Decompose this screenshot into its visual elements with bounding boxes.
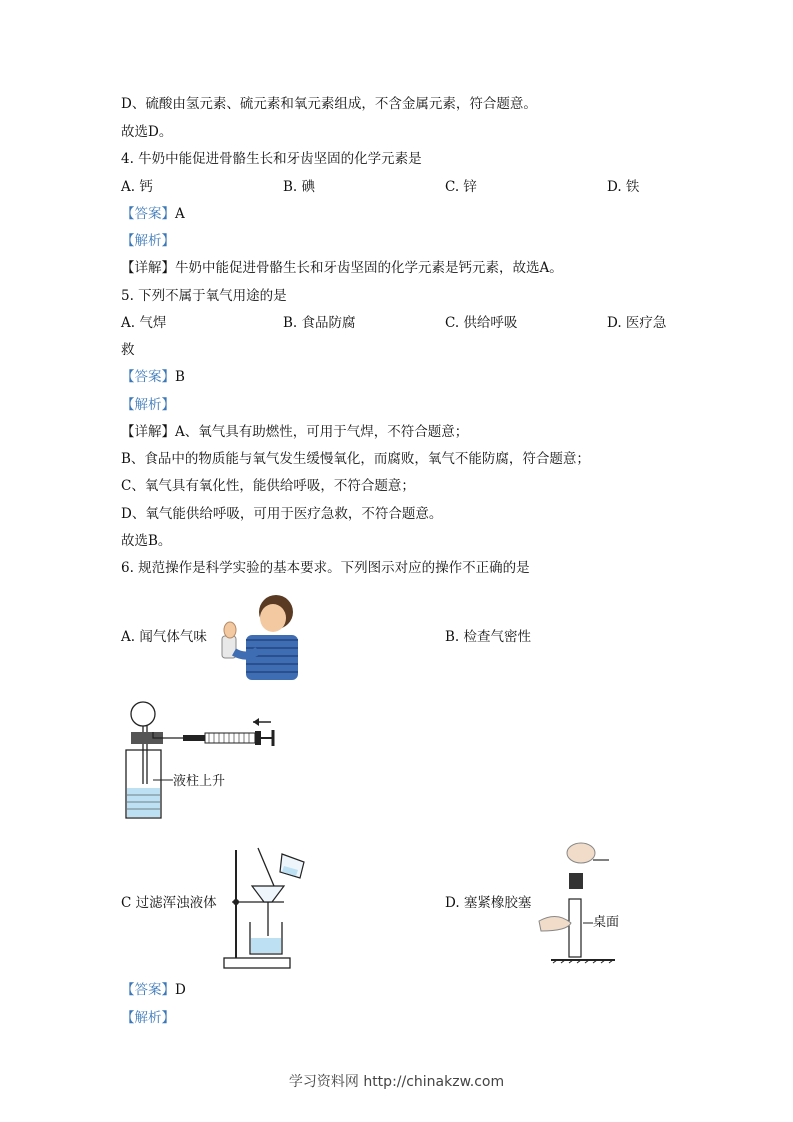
analysis-tag: 【解析】 bbox=[121, 397, 175, 413]
q4-option-a: A. 钙 bbox=[121, 179, 153, 195]
q5-option-c: C. 供给呼吸 bbox=[445, 315, 518, 331]
q6-option-b: B. 检查气密性 bbox=[445, 629, 532, 645]
q6-option-c: C 过滤浑浊液体 bbox=[121, 895, 217, 911]
detail-text: 牛奶中能促进骨骼生长和牙齿坚固的化学元素是钙元素，故选A。 bbox=[175, 260, 563, 276]
filtration-figure bbox=[222, 842, 314, 970]
question-4: 4. 牛奶中能促进骨骼生长和牙齿坚固的化学元素是 bbox=[121, 151, 422, 167]
rubber-stopper-figure bbox=[537, 835, 627, 967]
text-line: C、氧气具有氧化性，能供给呼吸，不符合题意； bbox=[121, 478, 415, 494]
text-line: D、氧气能供给呼吸，可用于医疗急救，不符合题意。 bbox=[121, 506, 443, 522]
text-line: B、食品中的物质能与氧气发生缓慢氧化，而腐败，氧气不能防腐，符合题意； bbox=[121, 451, 590, 467]
q5-option-a: A. 气焊 bbox=[121, 315, 167, 331]
q6-option-d: D. 塞紧橡胶塞 bbox=[445, 895, 532, 911]
airtightness-figure bbox=[121, 700, 286, 825]
question-5: 5. 下列不属于氧气用途的是 bbox=[121, 288, 287, 304]
detail-text: A、氧气具有助燃性，可用于气焊，不符合题意； bbox=[175, 424, 469, 440]
q4-option-c: C. 锌 bbox=[445, 179, 477, 195]
q4-option-b: B. 碘 bbox=[283, 179, 316, 195]
q6-answer bbox=[121, 981, 186, 999]
q5-answer bbox=[121, 368, 185, 386]
desk-label: 桌面 bbox=[593, 915, 620, 930]
text-line: D、硫酸由氢元素、硫元素和氧元素组成，不含金属元素，符合题意。 bbox=[121, 96, 537, 112]
detail-tag: 【详解】 bbox=[121, 260, 175, 276]
text-line: 故选D。 bbox=[121, 124, 173, 140]
page-footer: 学习资料网 http://chinakzw.com bbox=[288, 1074, 505, 1090]
analysis-tag: 【解析】 bbox=[121, 1010, 175, 1026]
answer-value: B bbox=[175, 369, 185, 385]
q6-analysis bbox=[121, 1009, 175, 1027]
liquid-rise-label: 液柱上升 bbox=[173, 774, 226, 789]
q4-answer bbox=[121, 205, 185, 223]
q6-option-a: A. 闻气体气味 bbox=[121, 629, 207, 645]
q4-detail bbox=[121, 259, 563, 277]
answer-tag: 【答案】 bbox=[121, 206, 175, 222]
q4-option-d: D. 铁 bbox=[607, 179, 640, 195]
analysis-tag: 【解析】 bbox=[121, 233, 175, 249]
question-6: 6. 规范操作是科学实验的基本要求。下列图示对应的操作不正确的是 bbox=[121, 560, 530, 576]
q5-option-d-cont: 救 bbox=[121, 342, 135, 358]
text-line: 故选B。 bbox=[121, 533, 172, 549]
smell-gas-figure bbox=[218, 590, 300, 682]
q5-analysis bbox=[121, 396, 175, 414]
q5-option-d: D. 医疗急 bbox=[607, 315, 667, 331]
detail-tag: 【详解】 bbox=[121, 424, 175, 440]
answer-value: D bbox=[175, 982, 186, 998]
answer-value: A bbox=[175, 206, 185, 222]
answer-tag: 【答案】 bbox=[121, 369, 175, 385]
answer-tag: 【答案】 bbox=[121, 982, 175, 998]
q4-analysis bbox=[121, 232, 175, 250]
q5-option-b: B. 食品防腐 bbox=[283, 315, 356, 331]
q5-detail bbox=[121, 423, 468, 441]
